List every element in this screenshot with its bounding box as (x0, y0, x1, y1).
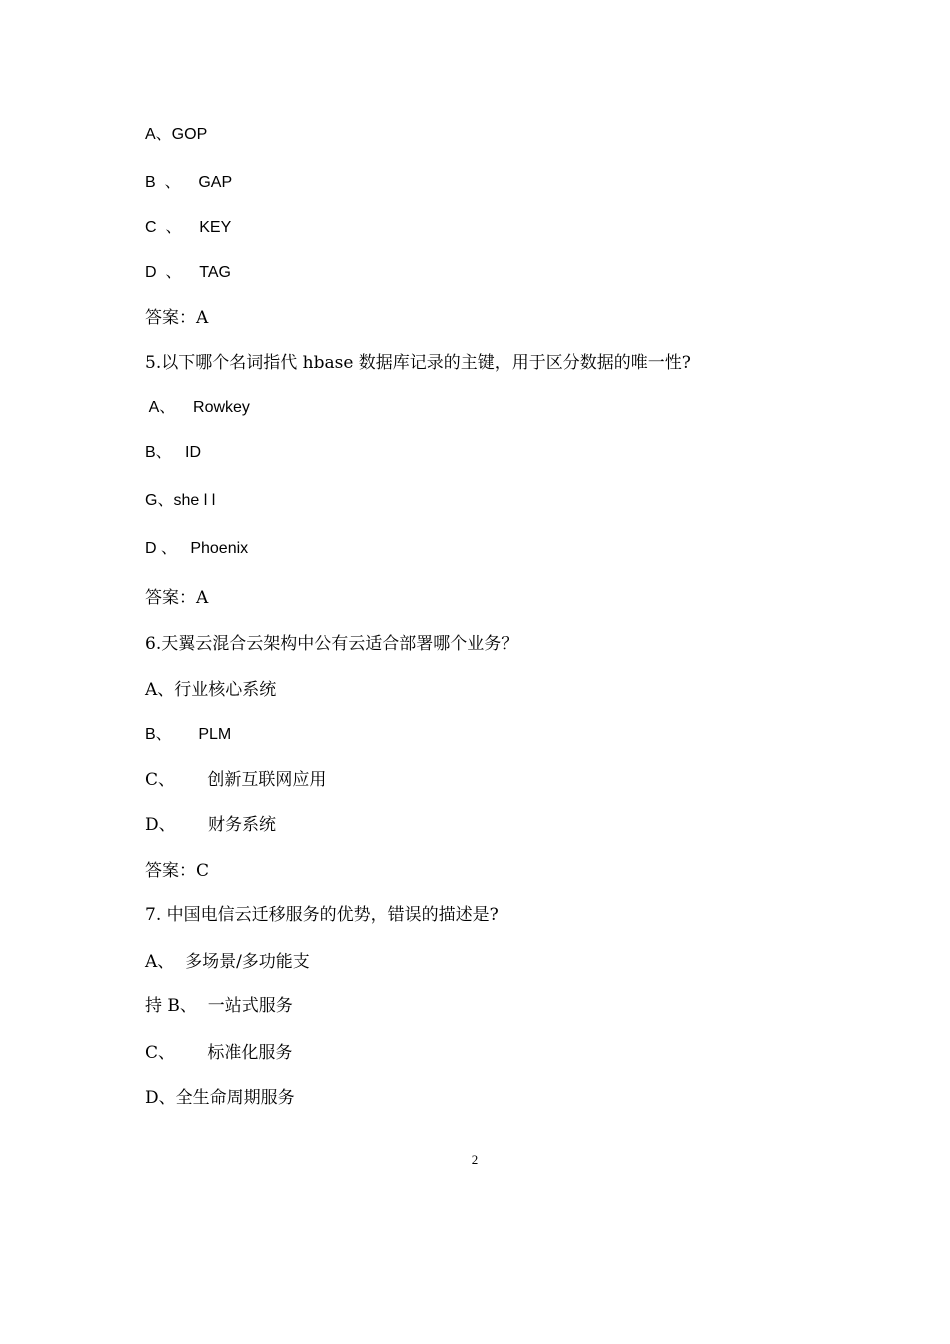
page-number: 2 (471, 1152, 479, 1167)
option-g-shell: G、she l l (145, 492, 216, 509)
question-6: 6.天翼云混合云架构中公有云适合部署哪个业务？ (145, 634, 519, 654)
option-b-gap: B 、 GAP (145, 174, 233, 191)
option-a-core-system: A、行业核心系统 (145, 680, 277, 700)
option-b-plm: B、 PLM (145, 726, 232, 743)
option-d-lifecycle: D、全生命周期服务 (145, 1088, 295, 1108)
answer-6: 答案：C (145, 861, 210, 881)
question-5: 5.以下哪个名词指代 hbase 数据库记录的主键，用于区分数据的唯一性? (145, 353, 691, 373)
answer-4: 答案：A (145, 308, 209, 328)
option-a-multi-scenario: A、 多场景/多功能支 (145, 952, 310, 972)
question-7: 7. 中国电信云迁移服务的优势，错误的描述是? (145, 905, 499, 925)
answer-5: 答案：A (145, 588, 209, 608)
option-c-standardized: C、 标准化服务 (145, 1043, 293, 1063)
option-c-internet-app: C、 创新互联网应用 (145, 770, 327, 790)
option-d-finance-system: D、 财务系统 (145, 815, 277, 835)
option-b-one-stop: 持 B、 一站式服务 (145, 996, 293, 1016)
option-d-tag: D 、 TAG (145, 264, 231, 281)
option-a-gop: A、GOP (145, 126, 208, 143)
option-a-rowkey: A、 Rowkey (145, 399, 250, 416)
option-d-phoenix: D 、 Phoenix (145, 540, 249, 557)
option-b-id: B、 ID (145, 444, 202, 461)
option-c-key: C 、 KEY (145, 219, 232, 236)
